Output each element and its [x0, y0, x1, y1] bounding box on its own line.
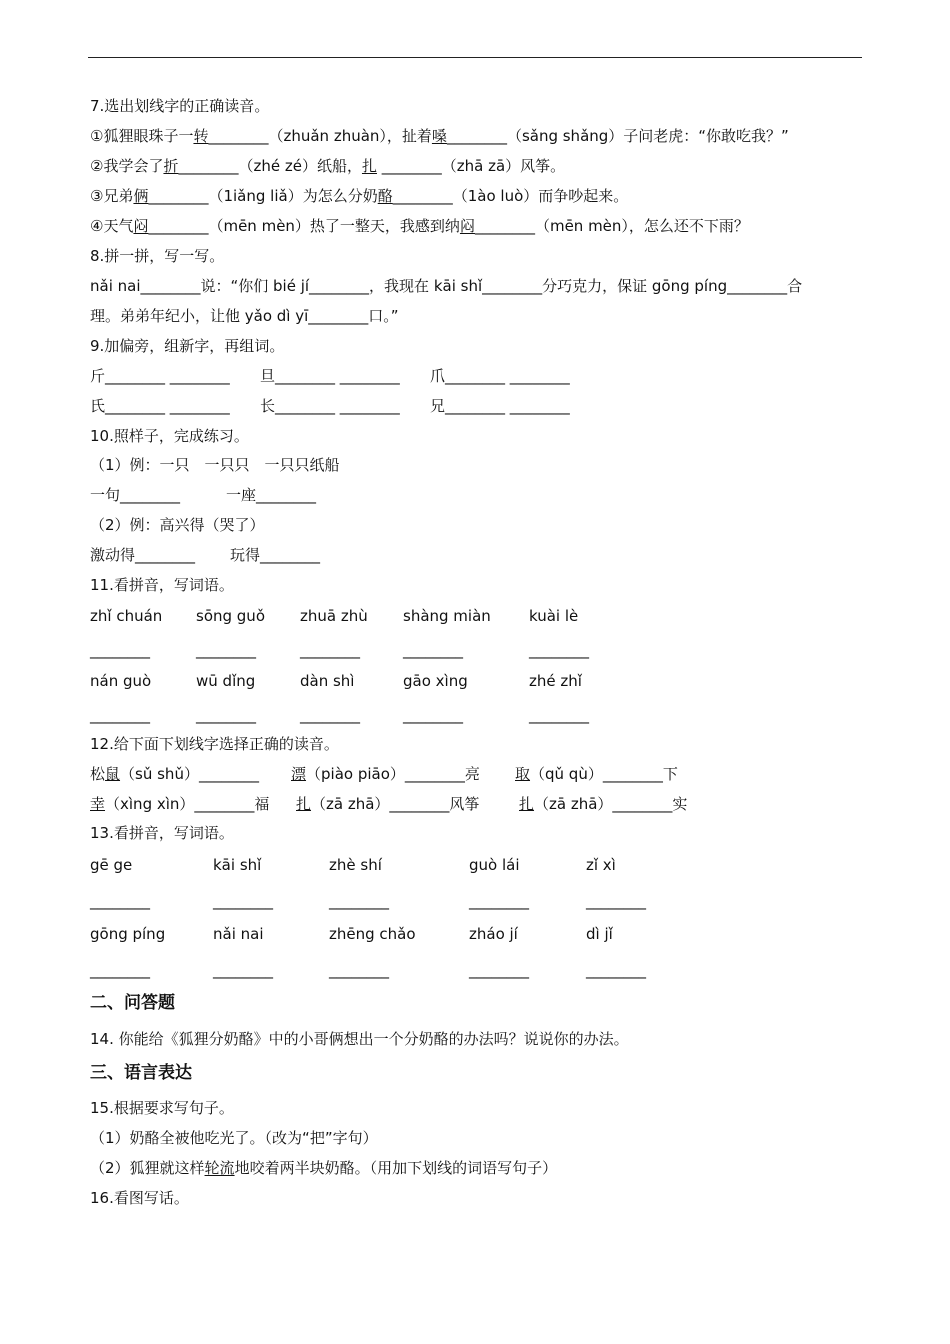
q12-item: 幸（xìng xìn）________福 — [90, 795, 270, 813]
q10-example-1: （1）例：一只 一只只 一只只纸船 — [90, 456, 340, 474]
q9-cell: 斤________ ________ — [90, 367, 230, 385]
q14-text: 14. 你能给《狐狸分奶酪》中的小哥俩想出一个分奶酪的办法吗？说说你的办法。 — [90, 1030, 629, 1048]
q15-title: 15.根据要求写句子。 — [90, 1099, 234, 1117]
pinyin-word: kāi shǐ — [213, 856, 262, 874]
pinyin-word: nǎi nai — [213, 925, 264, 943]
answer-blank: ________ — [213, 892, 273, 910]
q16-title: 16.看图写话。 — [90, 1189, 189, 1207]
q9-cell: 长________ ________ — [260, 397, 400, 415]
q12-item: 松鼠（sǔ shǔ）________ — [90, 765, 259, 783]
pinyin-word: zǐ xì — [586, 856, 616, 874]
q8-line-1: nǎi nai________说：“你们 bié jí________，我现在 kāi shǐ________分巧克力，保证 gōng píng________合 — [90, 277, 803, 295]
q8-line-2: 理。弟弟年纪小，让他 yǎo dì yī________口。” — [90, 307, 399, 325]
pinyin-word: zhuā zhù — [300, 607, 368, 625]
answer-blank: ________ — [469, 892, 529, 910]
answer-blank: ________ — [90, 892, 150, 910]
answer-blank: ________ — [529, 641, 589, 659]
q12-item: 漂（piào piāo）________亮 — [291, 765, 480, 783]
answer-blank: ________ — [300, 706, 360, 724]
answer-blank: ________ — [213, 961, 273, 979]
q9-cell: 兄________ ________ — [430, 397, 570, 415]
pinyin-word: zháo jí — [469, 925, 518, 943]
q12-title: 12.给下面下划线字选择正确的读音。 — [90, 735, 339, 753]
pinyin-word: zhēng chǎo — [329, 925, 416, 943]
q12-item: 扎（zā zhā）________实 — [519, 795, 688, 813]
q9-cell: 氏________ ________ — [90, 397, 230, 415]
pinyin-word: gē ge — [90, 856, 133, 874]
q7-item-2: ②我学会了折________（zhé zé）纸船，扎 ________（zhā zā）风筝。 — [90, 157, 566, 175]
answer-blank: ________ — [586, 892, 646, 910]
answer-blank: ________ — [329, 892, 389, 910]
pinyin-word: gōng píng — [90, 925, 166, 943]
answer-blank: ________ — [196, 641, 256, 659]
q7-item-1: ①狐狸眼珠子一转________（zhuǎn zhuàn），扯着嗓________（sǎng shǎng）子问老虎：“你敢吃我？” — [90, 127, 789, 145]
pinyin-word: gāo xìng — [403, 672, 468, 690]
pinyin-word: guò lái — [469, 856, 520, 874]
q10-example-2: （2）例：高兴得（哭了） — [90, 516, 265, 534]
q12-item: 取（qǔ qù）________下 — [515, 765, 678, 783]
section-heading-2: 二、问答题 — [90, 993, 175, 1013]
answer-blank: ________ — [403, 641, 463, 659]
q15-item-2: （2）狐狸就这样轮流地咬着两半块奶酪。（用加下划线的词语写句子） — [90, 1159, 558, 1177]
answer-blank: ________ — [196, 706, 256, 724]
pinyin-word: sōng guǒ — [196, 607, 265, 625]
q10-title: 10.照样子，完成练习。 — [90, 427, 249, 445]
q13-title: 13.看拼音，写词语。 — [90, 824, 234, 842]
header-rule — [88, 57, 862, 58]
q10-blank: 激动得________ — [90, 546, 196, 564]
q7-item-4: ④天气闷________（mēn mèn）热了一整天，我感到纳闷________（mēn mèn），怎么还不下雨？ — [90, 217, 749, 235]
answer-blank: ________ — [469, 961, 529, 979]
pinyin-word: zhè shí — [329, 856, 382, 874]
q12-item: 扎（zā zhā）________风筝 — [296, 795, 480, 813]
answer-blank: ________ — [90, 961, 150, 979]
pinyin-word: kuài lè — [529, 607, 579, 625]
q10-blank: 玩得________ — [230, 546, 321, 564]
section-heading-3: 三、语言表达 — [90, 1063, 192, 1083]
pinyin-word: zhé zhǐ — [529, 672, 582, 690]
answer-blank: ________ — [529, 706, 589, 724]
answer-blank: ________ — [329, 961, 389, 979]
pinyin-word: zhǐ chuán — [90, 607, 163, 625]
q7-title: 7.选出划线字的正确读音。 — [90, 97, 270, 115]
answer-blank: ________ — [90, 706, 150, 724]
answer-blank: ________ — [403, 706, 463, 724]
q9-title: 9.加偏旁，组新字，再组词。 — [90, 337, 285, 355]
q8-title: 8.拼一拼，写一写。 — [90, 247, 225, 265]
answer-blank: ________ — [300, 641, 360, 659]
q10-blank: 一座________ — [226, 486, 317, 504]
answer-blank: ________ — [586, 961, 646, 979]
q10-blank: 一句________ — [90, 486, 181, 504]
q9-cell: 旦________ ________ — [260, 367, 400, 385]
q15-item-1: （1）奶酪全被他吃光了。（改为“把”字句） — [90, 1129, 378, 1147]
pinyin-word: nán guò — [90, 672, 152, 690]
pinyin-word: dì jǐ — [586, 925, 613, 943]
pinyin-word: shàng miàn — [403, 607, 491, 625]
q11-title: 11.看拼音，写词语。 — [90, 576, 234, 594]
answer-blank: ________ — [90, 641, 150, 659]
pinyin-word: dàn shì — [300, 672, 355, 690]
pinyin-word: wū dǐng — [196, 672, 256, 690]
q9-cell: 爪________ ________ — [430, 367, 570, 385]
q7-item-3: ③兄弟俩________（1iǎng liǎ）为怎么分奶酪________（1ào luò）而争吵起来。 — [90, 187, 629, 205]
